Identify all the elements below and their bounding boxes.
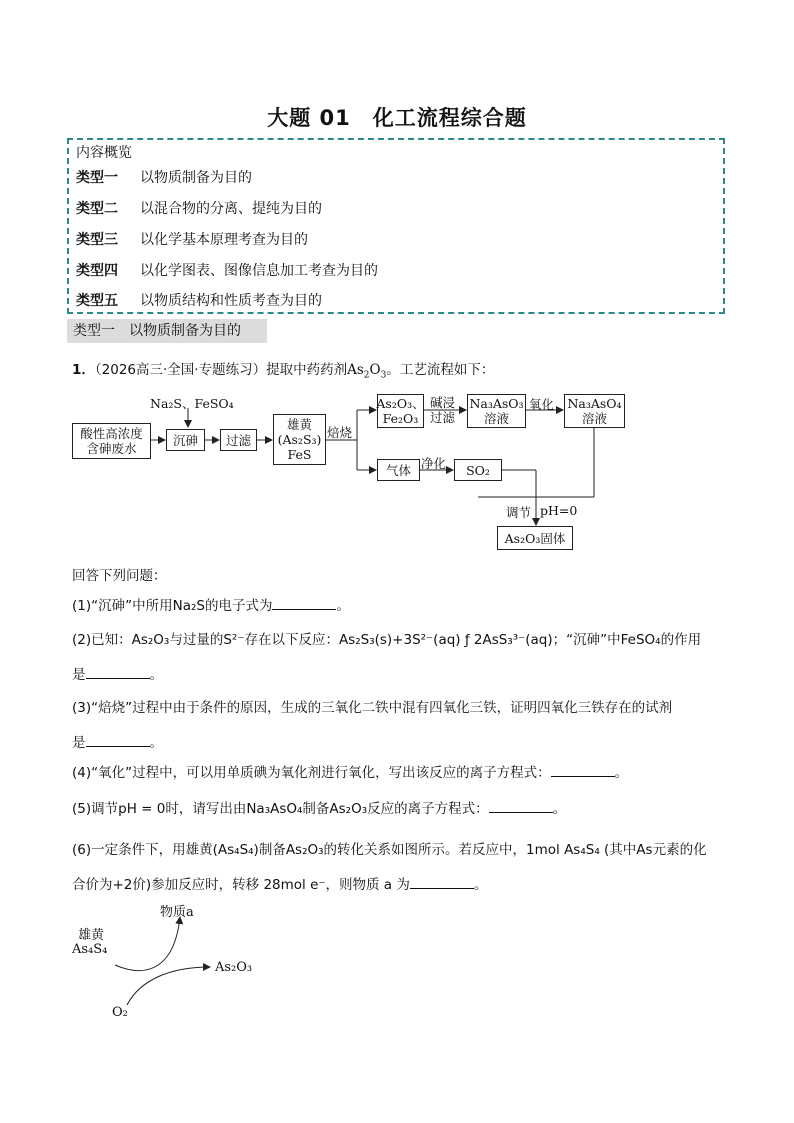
flow-box-gas: 气体	[377, 459, 420, 481]
answer-blank	[86, 664, 150, 679]
diagram-substance-a: 物质a	[160, 905, 194, 920]
outline-item-2: 类型二 以混合物的分离、提纯为目的	[76, 201, 322, 217]
question-2b: 是 。	[72, 664, 163, 685]
flow-label-oxidize: 氧化	[529, 397, 555, 412]
answer-blank	[551, 762, 615, 777]
outline-item-3: 类型三 以化学基本原理考查为目的	[76, 232, 308, 248]
diagram-formula: As₄S₄	[72, 942, 108, 957]
flow-label-leach: 碱浸 过滤	[430, 395, 456, 425]
question-prompt: 回答下列问题：	[72, 568, 167, 584]
outline-item-5: 类型五 以物质结构和性质考查为目的	[76, 293, 322, 309]
flow-box-precipitate: 沉砷	[166, 429, 205, 451]
flow-box-arsenite: Na₃AsO₃ 溶液	[467, 394, 526, 428]
flow-box-filter: 过滤	[220, 429, 257, 451]
question-2a: (2)已知：As₂O₃与过量的S²⁻存在以下反应：As₂S₃(s)+3S²⁻(aq) ƒ 2AsS₃³⁻(aq)；“沉砷”中FeSO₄的作用	[72, 632, 702, 648]
question-3b: 是 。	[72, 732, 163, 753]
answer-blank	[489, 798, 553, 813]
diagram-oxygen: O₂	[112, 1005, 128, 1020]
question-4: (4)“氧化”过程中，可以用单质碘为氧化剂进行氧化，写出该反应的离子方程式： 。	[72, 762, 628, 783]
question-1: (1)“沉砷”中所用Na₂S的电子式为 。	[72, 595, 350, 616]
diagram-product: As₂O₃	[215, 960, 253, 975]
page-title: 大题 01 化工流程综合题	[267, 106, 527, 130]
flow-label-ph: pH=0	[540, 503, 578, 518]
flow-label-purify: 净化	[421, 456, 447, 471]
flow-label-reagents: Na₂S、FeSO₄	[150, 396, 234, 411]
question-6a: (6)一定条件下，用雄黄(As₄S₄)制备As₂O₃的转化关系如图所示。若反应中，1mol As₄S₄ (其中As元素的化	[72, 842, 707, 858]
flow-box-product: As₂O₃固体	[497, 526, 573, 550]
flow-box-wastewater: 酸性高浓度 含砷废水	[72, 423, 151, 459]
question-5: (5)调节pH = 0时，请写出由Na₃AsO₄制备As₂O₃反应的离子方程式： 。	[72, 798, 566, 819]
section-heading: 类型一 以物质制备为目的	[67, 319, 267, 343]
question-6b: 合价为+2价)参加反应时，转移 28mol e⁻，则物质 a 为 。	[72, 874, 487, 895]
outline-item-4: 类型四 以化学图表、图像信息加工考查为目的	[76, 263, 378, 279]
flow-label-roast: 焙烧	[327, 425, 353, 440]
question-stem: 1．（2026高三·全国·专题练习）提取中药药剂$As_2O_3$。工艺流程如下：	[72, 362, 495, 381]
answer-blank	[410, 874, 474, 889]
flow-box-realgar: 雄黄 (As₂S₃) FeS	[273, 414, 326, 465]
flow-box-oxides: As₂O₃、 Fe₂O₃	[376, 396, 425, 426]
flow-box-arsenate: Na₃AsO₄ 溶液	[564, 394, 625, 428]
answer-blank	[272, 595, 336, 610]
diagram-realgar: 雄黄	[78, 928, 105, 943]
flow-label-adjust: 调节	[506, 505, 532, 520]
outline-item-1: 类型一 以物质制备为目的	[76, 170, 252, 186]
question-3a: (3)“焙烧”过程中由于条件的原因，生成的三氧化二铁中混有四氧化三铁，证明四氧化三铁存在的试剂	[72, 700, 673, 716]
flow-box-so2: SO₂	[454, 459, 502, 481]
answer-blank	[86, 732, 150, 747]
outline-header: 内容概览	[76, 145, 132, 161]
